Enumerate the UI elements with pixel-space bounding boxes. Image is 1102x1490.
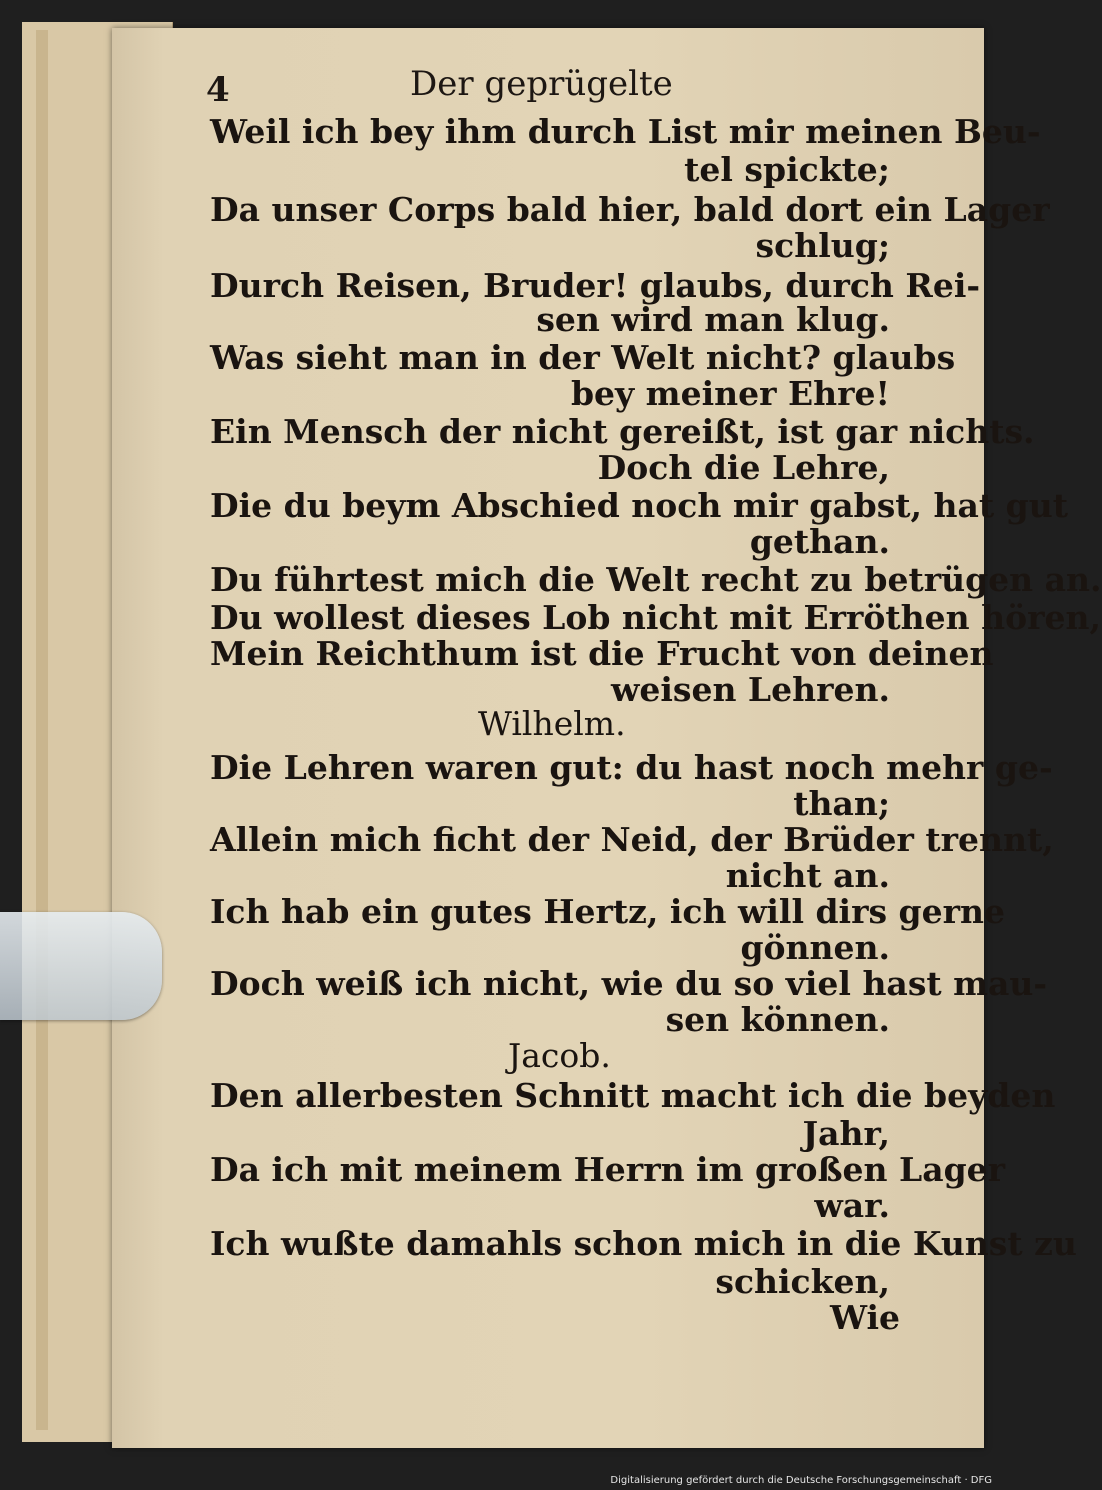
text-line-continuation: schicken,: [715, 1262, 890, 1301]
text-line: Den allerbesten Schnitt macht ich die beyden: [210, 1076, 1056, 1115]
text-line-continuation: tel spickte;: [684, 150, 890, 189]
text-line-continuation: Doch die Lehre,: [597, 448, 890, 487]
text-line-continuation: than;: [793, 784, 890, 823]
page-number: 4: [206, 70, 230, 110]
text-line: Du wollest dieses Lob nicht mit Erröthen hören,: [210, 598, 1101, 637]
text-line: Die du beym Abschied noch mir gabst, hat gut: [210, 486, 1068, 525]
text-line-continuation: weisen Lehren.: [610, 670, 890, 709]
text-line: Mein Reichthum ist die Frucht von deinen: [210, 634, 994, 673]
text-line: Was sieht man in der Welt nicht? glaubs: [210, 338, 956, 377]
speaker-name: Wilhelm.: [478, 704, 626, 743]
text-line: Ich hab ein gutes Hertz, ich will dirs gerne: [210, 892, 1005, 931]
text-line-continuation: nicht an.: [725, 856, 890, 895]
speaker-name: Jacob.: [508, 1036, 611, 1075]
text-line: Da ich mit meinem Herrn im großen Lager: [210, 1150, 1006, 1189]
text-line-continuation: bey meiner Ehre!: [570, 374, 890, 413]
text-line: Die Lehren waren gut: du hast noch mehr ge-: [210, 748, 1053, 787]
text-line-continuation: Jahr,: [802, 1114, 890, 1153]
text-line-continuation: war.: [814, 1186, 890, 1225]
page-edge: [36, 30, 48, 1430]
text-line: Da unser Corps bald hier, bald dort ein Lager: [210, 190, 1050, 229]
text-line-continuation: sen wird man klug.: [536, 300, 890, 339]
page-holder-clip: [0, 912, 162, 1020]
text-line: Ich wußte damahls schon mich in die Kunst zu: [210, 1224, 1077, 1263]
text-line: Allein mich ficht der Neid, der Brüder trennt,: [210, 820, 1054, 859]
running-title: Der geprügelte: [410, 64, 673, 104]
text-line: Weil ich bey ihm durch List mir meinen Beu-: [210, 112, 1041, 151]
text-line-continuation: sen können.: [665, 1000, 890, 1039]
text-line: Durch Reisen, Bruder! glaubs, durch Rei-: [210, 266, 981, 305]
text-line: Doch weiß ich nicht, wie du so viel hast mau-: [210, 964, 1048, 1003]
text-line-continuation: schlug;: [755, 226, 890, 265]
text-line-continuation: gethan.: [749, 522, 890, 561]
text-line-continuation: gönnen.: [740, 928, 890, 967]
text-line: Du führtest mich die Welt recht zu betrügen an.: [210, 560, 1102, 599]
digitization-credit: Digitalisierung gefördert durch die Deutsche Forschungsgemeinschaft · DFG: [610, 1475, 992, 1486]
text-line: Ein Mensch der nicht gereißt, ist gar nichts.: [210, 412, 1035, 451]
catchword: Wie: [829, 1298, 900, 1337]
